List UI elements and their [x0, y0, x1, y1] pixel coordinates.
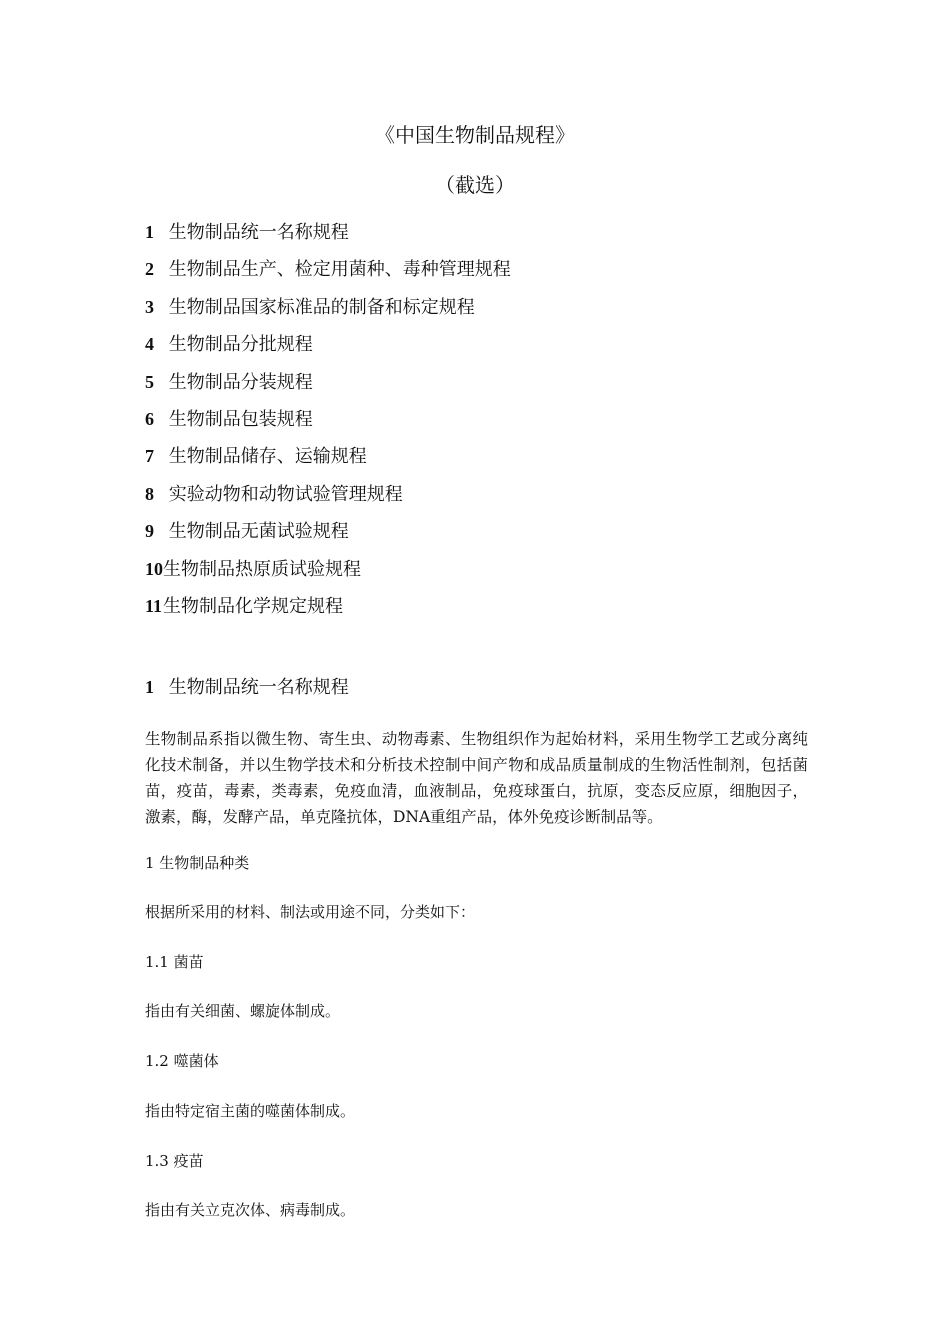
- toc-item-text: 生物制品国家标准品的制备和标定规程: [168, 296, 475, 318]
- intro-paragraph: 生物制品系指以微生物、寄生虫、动物毒素、生物组织作为起始材料，采用生物学工艺或分离纯化技术制备，并以生物学技术和分析技术控制中间产物和成品质量制成的生物活性制剂，包括菌苗，疫苗，毒素，类毒素，免疫血清，血液制品，免疫球蛋白，抗原，变态反应原，细胞因子，激素，酶，发酵产品，单克隆抗体，DNA重组产品，体外免疫诊断制品等。: [145, 730, 808, 826]
- toc-item-text: 实验动物和动物试验管理规程: [168, 483, 403, 505]
- toc-item-text: 生物制品无菌试验规程: [168, 521, 349, 543]
- toc-item: [145, 256, 825, 293]
- body-text: 指由特定宿主菌的噬菌体制成。: [145, 1102, 356, 1120]
- toc-item-number: 10: [145, 558, 163, 579]
- toc-item: [145, 593, 825, 630]
- toc-item-text: 生物制品储存、运输规程: [168, 446, 367, 468]
- toc-item-number: 5: [145, 371, 154, 392]
- subsection-heading: 1.2 噬菌体: [145, 1052, 219, 1070]
- body-text: 指由有关细菌、螺旋体制成。: [145, 1002, 341, 1020]
- toc-item: [145, 443, 825, 480]
- toc-item: [145, 219, 825, 256]
- toc-item: [145, 331, 825, 368]
- toc-item-text: 生物制品统一名称规程: [168, 222, 349, 243]
- section-title-text: 生物制品统一名称规程: [168, 677, 349, 698]
- body-text: 根据所采用的材料、制法或用途不同，分类如下：: [145, 903, 476, 921]
- subsection-heading: 1 生物制品种类: [145, 854, 250, 872]
- toc-item-text: 生物制品化学规定规程: [163, 595, 343, 617]
- toc-item-text: 生物制品分装规程: [168, 371, 313, 393]
- body-text: 指由有关立克次体、病毒制成。: [145, 1201, 356, 1219]
- toc-item: [145, 556, 825, 593]
- toc-item-number: 7: [145, 446, 154, 467]
- toc-item-number: 4: [145, 334, 154, 355]
- toc-item-number: 6: [145, 408, 154, 429]
- toc-item-number: 8: [145, 483, 154, 504]
- toc-item: [145, 481, 825, 518]
- toc-item: [145, 294, 825, 331]
- toc-item-number: 11: [145, 595, 163, 616]
- toc-item-number: 1: [145, 222, 154, 242]
- toc-item: [145, 518, 825, 555]
- toc-item-text: 生物制品包装规程: [168, 408, 313, 430]
- section-heading: [145, 674, 349, 701]
- document-title: 《中国生物制品规程》: [375, 123, 575, 147]
- toc-item-number: 2: [145, 259, 154, 280]
- section-number: 1: [145, 677, 154, 697]
- toc-item-text: 生物制品分批规程: [168, 334, 313, 356]
- subsection-heading: 1.1 菌苗: [145, 953, 204, 971]
- document-subtitle: （截选）: [435, 173, 515, 197]
- toc-item: [145, 406, 825, 443]
- toc-item-text: 生物制品生产、检定用菌种、毒种管理规程: [168, 259, 511, 281]
- toc-item: [145, 369, 825, 406]
- subsection-heading: 1.3 疫苗: [145, 1152, 204, 1170]
- toc-item-text: 生物制品热原质试验规程: [163, 558, 361, 580]
- table-of-contents: [145, 219, 825, 630]
- toc-item-number: 3: [145, 296, 154, 317]
- toc-item-number: 9: [145, 521, 154, 542]
